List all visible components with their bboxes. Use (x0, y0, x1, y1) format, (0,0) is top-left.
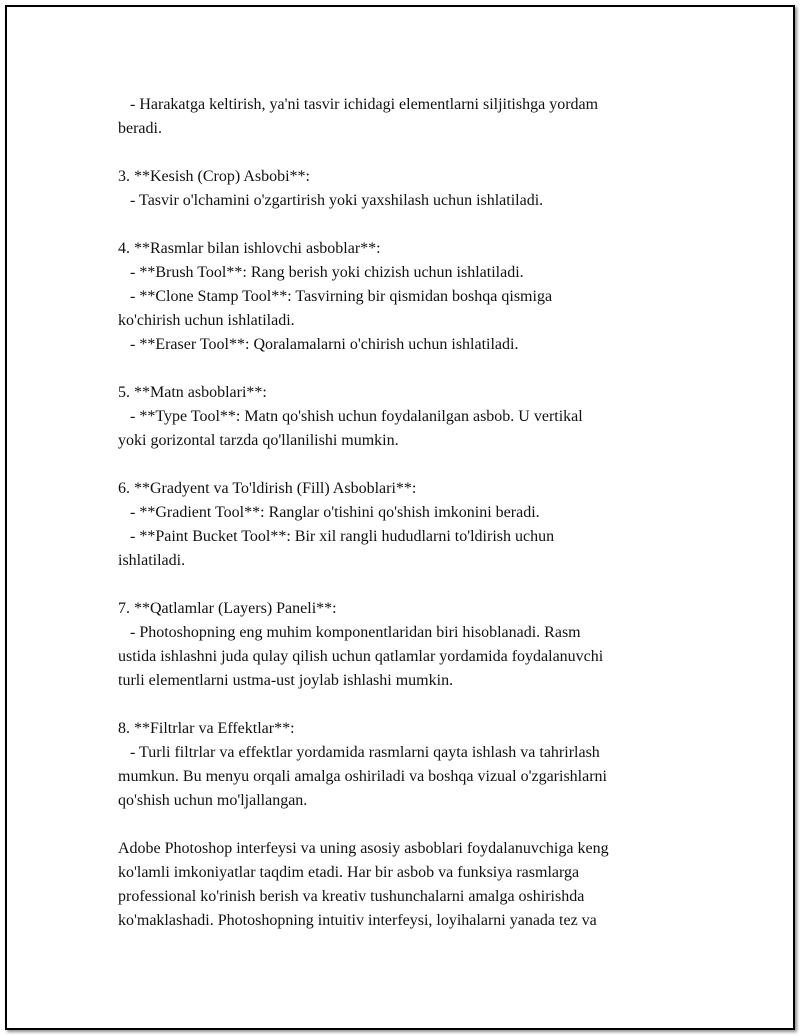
text-line: - Harakatga keltirish, ya'ni tasvir ichidagi elementlarni siljitishga yordam (118, 96, 599, 113)
paragraph-gap (118, 813, 698, 837)
paragraph-gap (118, 573, 698, 597)
document-body (118, 93, 698, 933)
text-line: yoki gorizontal tarzda qo'llanilishi mumkin. (118, 432, 399, 449)
text-line: - **Clone Stamp Tool**: Tasvirning bir qismidan boshqa qismiga (118, 288, 553, 305)
text-line: 5. **Matn asboblari**: (118, 384, 267, 401)
text-line: - Tasvir o'lchamini o'zgartirish yoki yaxshilash uchun ishlatiladi. (118, 192, 544, 209)
paragraph-gap (118, 141, 698, 165)
text-line: ko'lamli imkoniyatlar taqdim etadi. Har bir asbob va funksiya rasmlarga (118, 864, 580, 881)
text-line: ko'maklashadi. Photoshopning intuitiv interfeysi, loyihalarni yanada tez va (118, 912, 597, 929)
text-line: mumkun. Bu menyu orqali amalga oshiriladi va boshqa vizual o'zgarishlarni (118, 768, 607, 785)
paragraph-gap (118, 213, 698, 237)
text-line: - **Eraser Tool**: Qoralamalarni o'chirish uchun ishlatiladi. (118, 336, 519, 353)
text-line: ishlatiladi. (118, 552, 186, 569)
text-line: - **Gradient Tool**: Ranglar o'tishini qo'shish imkonini beradi. (118, 504, 540, 521)
text-line: qo'shish uchun mo'ljallangan. (118, 792, 308, 809)
text-line: ustida ishlashni juda qulay qilish uchun qatlamlar yordamida foydalanuvchi (118, 648, 604, 665)
text-line: - Photoshopning eng muhim komponentlaridan biri hisoblanadi. Rasm (118, 624, 581, 641)
paragraph-gap (118, 453, 698, 477)
text-line: 6. **Gradyent va To'ldirish (Fill) Asboblari**: (118, 480, 417, 497)
paragraph-gap (118, 357, 698, 381)
text-line: 7. **Qatlamlar (Layers) Paneli**: (118, 600, 337, 617)
text-line: turli elementlarni ustma-ust joylab ishlashi mumkin. (118, 672, 454, 689)
text-line: - Turli filtrlar va effektlar yordamida rasmlarni qayta ishlash va tahrirlash (118, 744, 600, 761)
text-line: 4. **Rasmlar bilan ishlovchi asboblar**: (118, 240, 381, 257)
text-line: professional ko'rinish berish va kreativ tushunchalarni amalga oshirishda (118, 888, 585, 905)
text-line: Adobe Photoshop interfeysi va uning asosiy asboblari foydalanuvchiga keng (118, 840, 609, 857)
text-line: beradi. (118, 120, 162, 137)
text-line: 3. **Kesish (Crop) Asbobi**: (118, 168, 310, 185)
text-line: ko'chirish uchun ishlatiladi. (118, 312, 295, 329)
text-line: - **Type Tool**: Matn qo'shish uchun foydalanilgan asbob. U vertikal (118, 408, 583, 425)
paragraph-gap (118, 693, 698, 717)
text-line: - **Brush Tool**: Rang berish yoki chizish uchun ishlatiladi. (118, 264, 524, 281)
text-line: 8. **Filtrlar va Effektlar**: (118, 720, 295, 737)
text-line: - **Paint Bucket Tool**: Bir xil rangli hududlarni to'ldirish uchun (118, 528, 555, 545)
